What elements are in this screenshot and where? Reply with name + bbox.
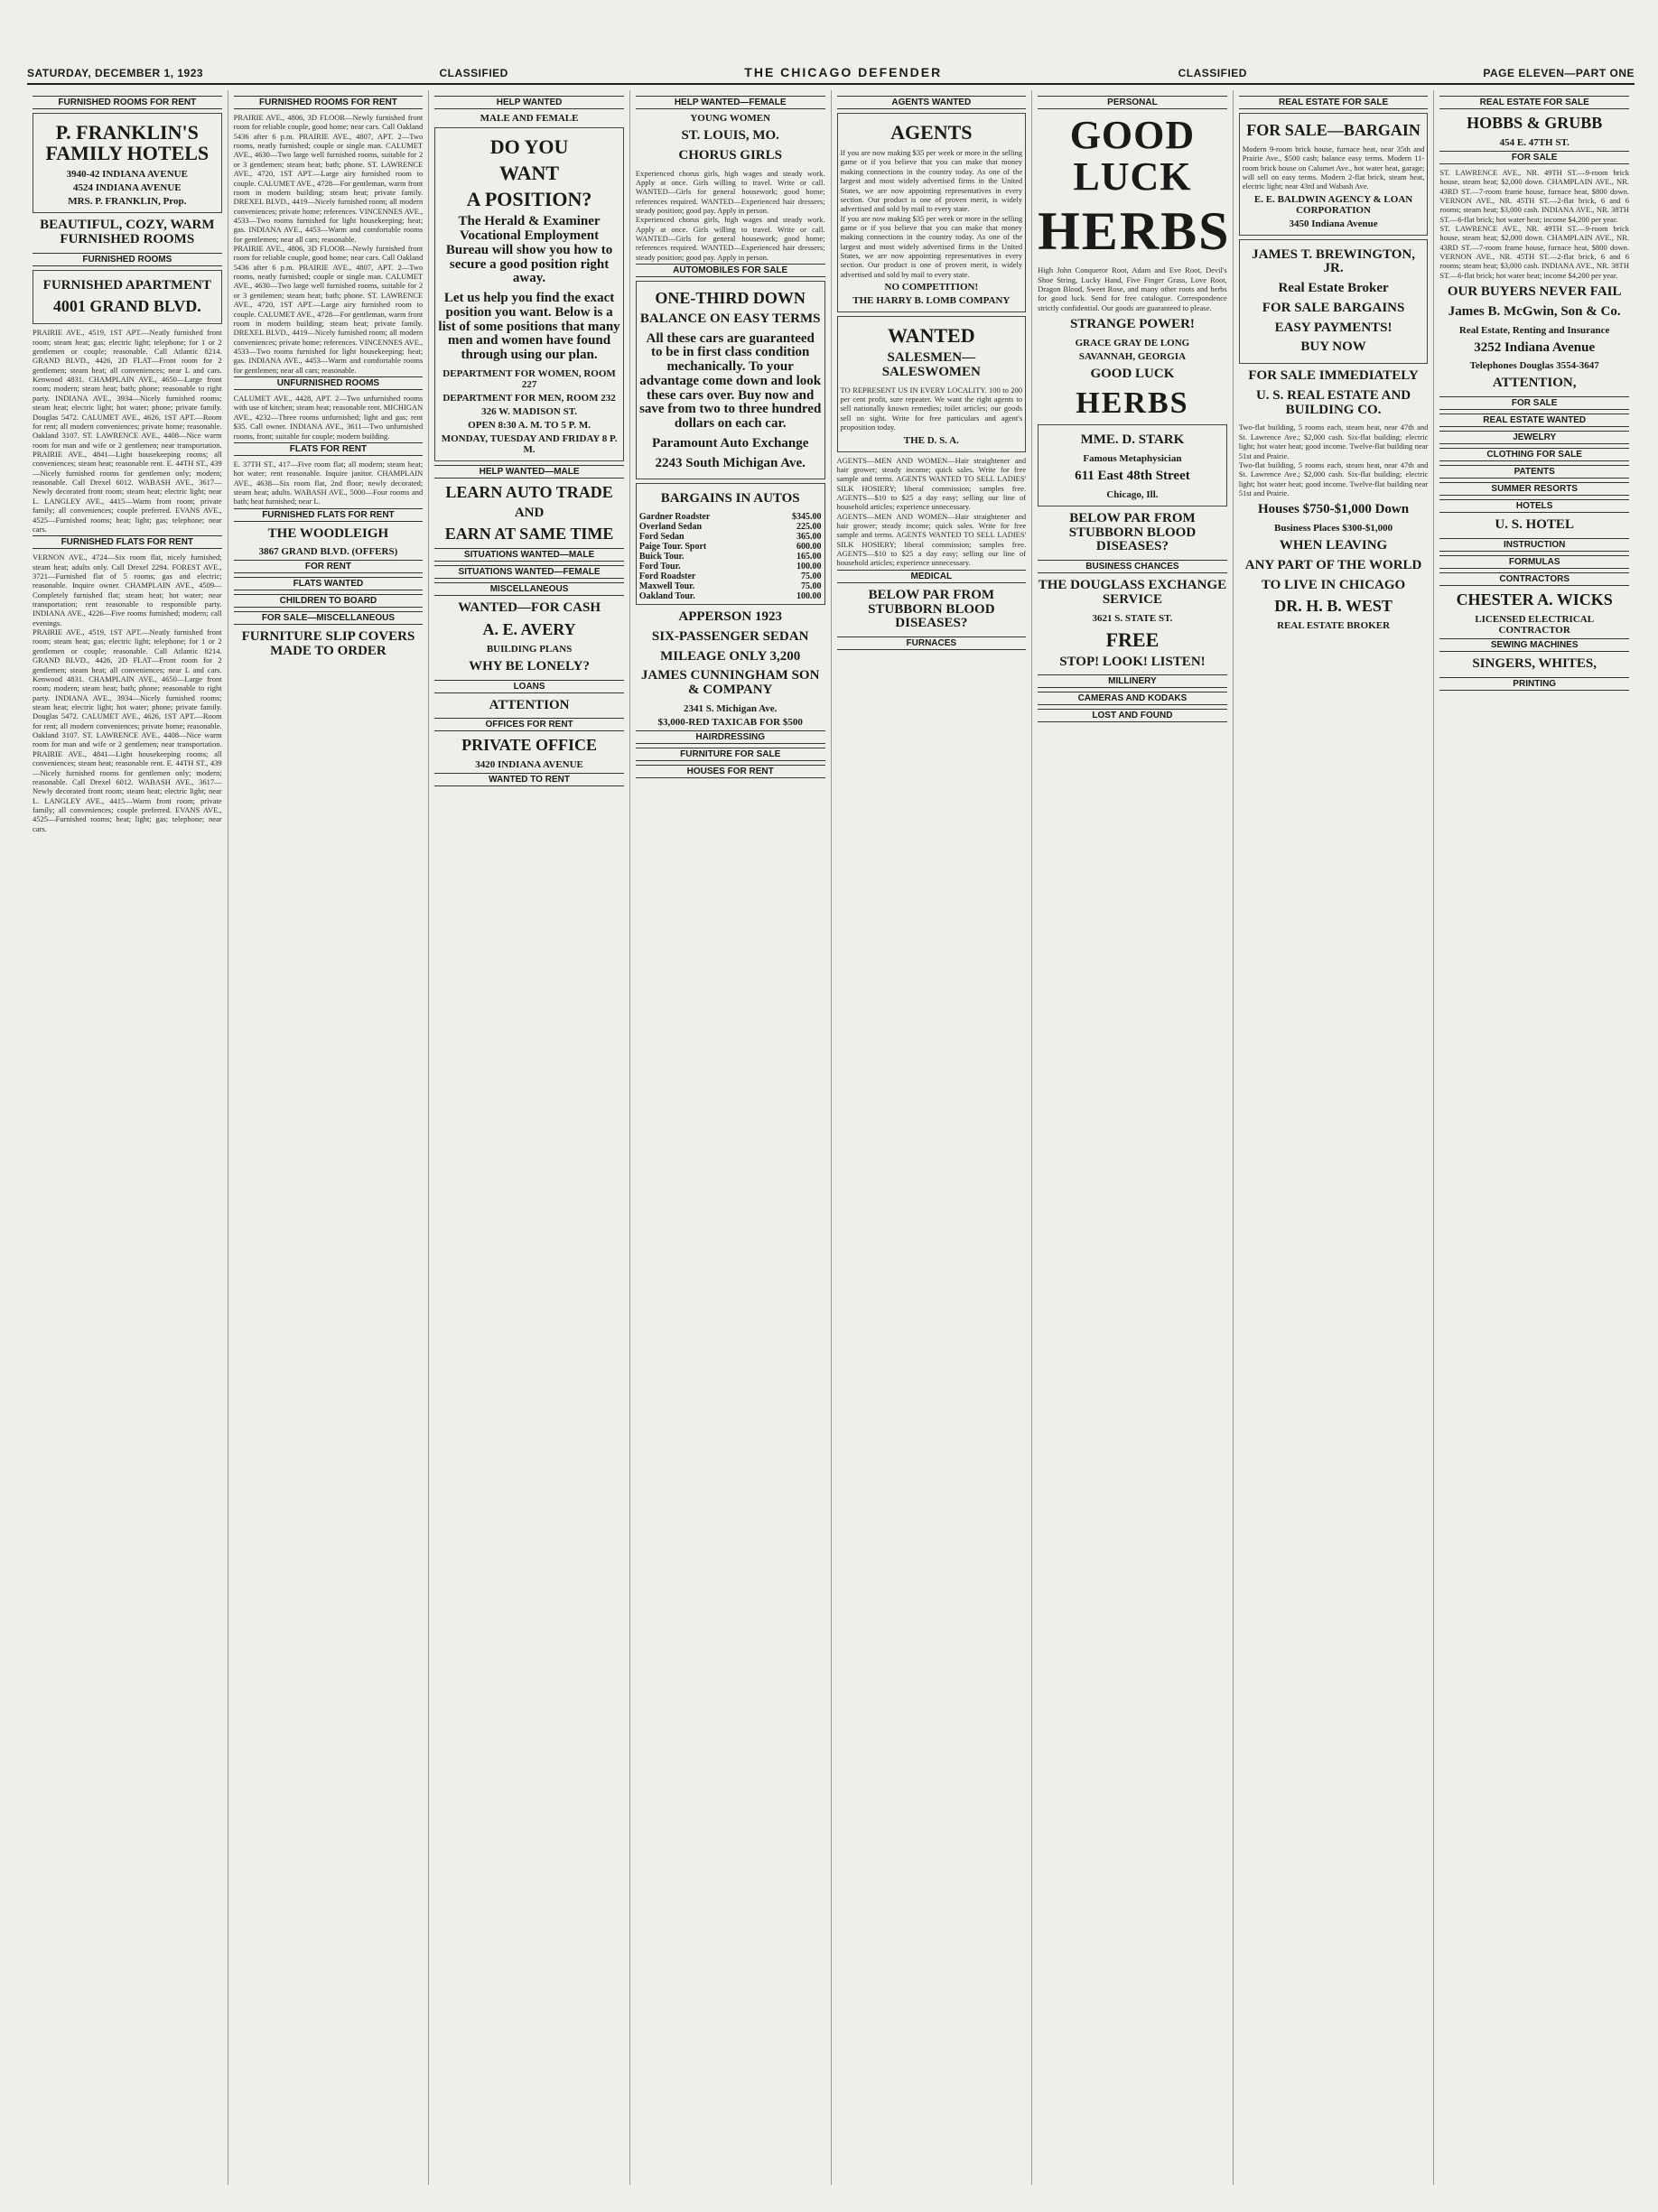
column-1 (27, 90, 228, 2185)
ad-title: CHORUS GIRLS (678, 147, 782, 163)
ad-line: EASY PAYMENTS! (1274, 320, 1393, 335)
ad-title: PRIVATE OFFICE (461, 736, 597, 755)
car-price: 225.00 (796, 522, 822, 533)
section-header: HOTELS (1439, 499, 1629, 513)
ad-bargain (1239, 113, 1429, 236)
ad-address: 3867 GRAND BLVD. (OFFERS) (258, 546, 398, 558)
ad-title: STOP! LOOK! LISTEN! (1059, 654, 1206, 669)
issue-date: SATURDAY, DECEMBER 1, 1923 (27, 67, 204, 79)
ad-name: DR. H. B. WEST (1274, 597, 1393, 616)
section-header: INSTRUCTION (1439, 538, 1629, 552)
ad-body: Let us help you find the exact position you want. Below is a list of some positions that many men and women have found through using our plan. (438, 291, 620, 363)
column-6 (1032, 90, 1234, 2185)
ad-name: A. E. AVERY (482, 620, 576, 639)
section-header: FURNISHED ROOMS FOR RENT (234, 96, 424, 109)
classified-text: Experienced chorus girls, high wages and steady work. Apply at once. Girls willing to travel. Write or call. WANTED—Girls for general housework; good home; references required. WANTED—Experienced hair dressers; steady position; good pay. Apply in person. (635, 215, 825, 262)
ad-title: SINGERS, WHITES, (1472, 655, 1597, 671)
ad-days: MONDAY, TUESDAY AND FRIDAY 8 P. M. (441, 432, 618, 455)
car-price-row (639, 542, 822, 552)
ad-body: If you are now making $35 per week or more in the selling game or if you believe that you can make that money making connections in the country today. As one of the largest and most widely advertised firms in the United States, we are now appointing representatives in every section. Our product is one of proven merit, is widely advertised and sold by mail to every state. (840, 148, 1023, 214)
ad-subtitle: SALESMEN—SALESWOMEN (881, 350, 981, 379)
car-name: Oakland Tour. (638, 591, 695, 602)
ad-address: 3420 INDIANA AVENUE (475, 759, 583, 771)
car-price-row (639, 552, 822, 562)
section-header: CONTRACTORS (1439, 572, 1629, 586)
ad-title: LICENSED ELECTRICAL CONTRACTOR (1475, 613, 1595, 636)
car-price: 75.00 (801, 572, 822, 582)
section-header: SEWING MACHINES (1439, 638, 1629, 652)
classified-text: Experienced chorus girls, high wages and steady work. Apply at once. Girls willing to travel. Write or call. WANTED—Girls for general housework; good home; references required. WANTED—Experienced hair dressers; steady position; good pay. Apply in person. (635, 168, 825, 215)
section-header: CLOTHING FOR SALE (1439, 448, 1629, 461)
section-header: REAL ESTATE WANTED (1439, 414, 1629, 427)
ad-paramount (636, 281, 825, 479)
ad-franklin (33, 113, 222, 213)
ad-body: TO REPRESENT US IN EVERY LOCALITY. 100 to 200 per cent profit, sure repeater. We want the right agents to sell nationally known remedies; toilet articles; our goods sell on sight. Write for free particulars and agent's proposition today. (840, 385, 1023, 432)
ad-body: The Herald & Examiner Vocational Employment Bureau will show you how to secure a good position right away. (445, 214, 613, 286)
section-header: FURNISHED FLATS FOR RENT (33, 535, 222, 549)
ad-tagline: NO COMPETITION! (884, 282, 979, 293)
section-header: PERSONAL (1038, 96, 1227, 109)
classified-text: PRAIRIE AVE., 4519, 1ST APT.—Neatly furnished front room; steam heat; gas; electric light; telephone; for 1 or 2 gentlemen or couple; reasonable. Call Atlantic 8214. GRAND BLVD., 4426, 2D FLAT—Front room for 2 gentlemen; steam heat; all conveniences; near L and cars. Kenwood 4831. CHAMPLAIN AVE., 4650—Large front room; modern; steam heat; bath; phone; reasonable to right party. INDIANA AVE., 3934—Nicely furnished rooms; steam heat; electric light; hot water; phone; private family. Douglas 5472. CALUMET AVE., 4626, 1ST APT.—Room for rent; all modern conveniences; private home; reasonable. Oakland 3107. ST. LAWRENCE AVE., 4408—Nice warm room for man and wife or 2 gentlemen; near transportation. PRAIRIE AVE., 4841—Light housekeeping rooms; all conveniences; steam heat; reasonable rent. E. 44TH ST., 439—Nicely furnished rooms for gentlemen only; modern; reasonable. Call Drexel 6012. WABASH AVE., 3617—Newly decorated front room; steam heat; electric light; near L. LANGLEY AVE., 4415—Warm front room; private family; all conveniences; couple preferred. EVANS AVE., 4525—Furnished rooms; heat; light; gas; telephone; near cars. (33, 328, 222, 534)
ad-line: LEARN AUTO TRADE (445, 482, 613, 501)
ad-address: 611 East 48th Street (1075, 469, 1190, 484)
ad-heading: BEAUTIFUL, COZY, WARM FURNISHED ROOMS (40, 218, 215, 246)
car-price: 100.00 (796, 562, 822, 572)
classified-text: PRAIRIE AVE., 4806, 3D FLOOR—Newly furnished front room for reliable couple, good home; near cars. Call Oakland 5436 after 6 p.m. PRAIRIE AVE., 4807, APT. 2—Two rooms, neatly furnished; couple or single man. CALUMET AVE., 4630—Two large well furnished rooms, suitable for 2 or 3 gentlemen; steam heat; bath; phone. ST. LAWRENCE AVE., 4720, 1ST APT.—Large airy furnished room to couple. CALUMET AVE., 4728—For gentleman, warm front room in modern building; steam heat; private family. DREXEL BLVD., 4419—Nicely furnished room; all modern conveniences; private home; references. VINCENNES AVE., 4533—Two rooms furnished for light housekeeping; heat; gas. INDIANA AVE., 4453—Warm and comfortable rooms for gentlemen; near all cars; reasonable. (233, 113, 424, 244)
section-header: OFFICES FOR RENT (434, 718, 624, 731)
section-header: FLATS FOR RENT (234, 442, 424, 456)
car-price: 365.00 (796, 532, 822, 543)
ad-address: 326 W. MADISON ST. (481, 405, 577, 417)
ad-body: Modern 9-room brick house, furnace heat, near 35th and Prairie Ave., $500 cash; balance easy terms. Modern 11-room brick house on Calumet Ave., hot water heat, garage; will sell on easy terms. Modern 2-flat brick, steam heat, electric light; near 43rd and Wabash Ave. (1242, 144, 1425, 191)
column-3 (429, 90, 630, 2185)
section-header: SUMMER RESORTS (1439, 482, 1629, 496)
ad-name: U. S. REAL ESTATE AND BUILDING CO. (1255, 387, 1411, 417)
section-header: LOANS (434, 680, 624, 693)
ad-herald-examiner (434, 127, 624, 461)
car-name: Overland Sedan (638, 522, 703, 533)
ad-title: OUR BUYERS NEVER FAIL (1447, 284, 1622, 300)
car-name: Gardner Roadster (638, 512, 711, 523)
ad-name: JAMES CUNNINGHAM SON & COMPANY (640, 668, 820, 698)
ad-address: SAVANNAH, GEORGIA (1078, 350, 1187, 362)
columns (27, 90, 1635, 2185)
section-header: CHILDREN TO BOARD (234, 594, 424, 608)
ad-line: A POSITION? (466, 188, 592, 211)
page-label: PAGE ELEVEN—PART ONE (1483, 67, 1635, 79)
ad-line: MILEAGE ONLY 3,200 (660, 648, 801, 664)
ad-title: FREE (1105, 627, 1160, 651)
section-header: CAMERAS AND KODAKS (1038, 692, 1227, 705)
section-header: WANTED TO RENT (434, 773, 624, 786)
section-subheader: MALE AND FEMALE (480, 113, 579, 124)
ad-body: All these cars are guaranteed to be in first class condition mechanically. To your advantage come down and look these cars over. Buy now and save from two to three hundred dollars on each car. (639, 330, 822, 432)
section-header: PATENTS (1439, 465, 1629, 479)
column-5 (832, 90, 1033, 2185)
ad-address: ST. LOUIS, MO. (681, 128, 779, 143)
ad-line: GOOD LUCK (1069, 113, 1196, 200)
ad-address: 3940-42 INDIANA AVENUE (66, 169, 188, 181)
ad-title: BARGAINS IN AUTOS (660, 491, 800, 507)
section-header: FLATS WANTED (234, 577, 424, 590)
masthead (27, 54, 1635, 85)
ad-title: FOR SALE—BARGAIN (1246, 121, 1420, 139)
ad-dept: DEPARTMENT FOR WOMEN, ROOM 227 (442, 367, 616, 390)
car-name: Buick Tour. (638, 552, 685, 562)
ad-salesmen (837, 316, 1027, 451)
classified-label-left: CLASSIFIED (439, 67, 508, 79)
car-name: Paige Tour. Sport (638, 542, 707, 553)
ad-address: 4001 GRAND BLVD. (52, 297, 201, 316)
ad-dept: DEPARTMENT FOR MEN, ROOM 232 (442, 392, 616, 404)
ad-body: If you are now making $35 per week or more in the selling game or if you believe that you can make that money making connections in the country today. As one of the largest and most widely advertised firms in the United States, we are now appointing representatives in every section. Our product is one of proven merit, is widely advertised and sold by mail to every state. (840, 213, 1023, 279)
section-header: HELP WANTED—MALE (434, 465, 624, 479)
section-header: PRINTING (1439, 677, 1629, 691)
car-price-row (639, 562, 822, 572)
car-price: 100.00 (796, 591, 822, 602)
classified-text: AGENTS—MEN AND WOMEN—Hair straightener and hair grower; steady income; quick sales. Write for free sample and terms. AGENTS WANTED TO SELL LADIES' SILK HOSIERY; liberal commission; samples free. AGENTS—$10 to $25 a day easy; selling our line of household articles; experience unnecessary. (836, 511, 1027, 568)
column-2 (228, 90, 430, 2185)
ad-title: STRANGE POWER! (1069, 317, 1195, 332)
ad-apartment (33, 270, 222, 325)
car-name: Ford Tour. (638, 562, 681, 572)
ad-title: Real Estate Broker (1278, 281, 1389, 296)
column-7 (1234, 90, 1435, 2185)
section-header: HAIRDRESSING (636, 730, 825, 744)
ad-line: HERBS (1038, 201, 1231, 262)
ad-title: P. FRANKLIN'S FAMILY HOTELS (45, 121, 210, 165)
section-header: FURNISHED FLATS FOR RENT (234, 508, 424, 522)
ad-name: James B. McGwin, Son & Co. (1448, 303, 1621, 319)
ad-title: BELOW PAR FROM STUBBORN BLOOD DISEASES? (1068, 510, 1197, 554)
ad-address: 2243 South Michigan Ave. (655, 455, 806, 470)
section-header: FOR SALE (1439, 396, 1629, 410)
ad-line: WHEN LEAVING (1279, 538, 1388, 553)
section-header: AGENTS WANTED (837, 96, 1027, 109)
paper-name: THE CHICAGO DEFENDER (744, 65, 943, 79)
section-header: UNFURNISHED ROOMS (234, 376, 424, 390)
car-price-list (639, 512, 822, 601)
ad-name: CHESTER A. WICKS (1456, 590, 1613, 609)
car-price: 165.00 (796, 552, 822, 562)
section-header: JEWELRY (1439, 431, 1629, 444)
car-price-row (639, 532, 822, 542)
ad-line: GOOD LUCK (1090, 366, 1175, 381)
section-header: HELP WANTED (434, 96, 624, 109)
car-price: $345.00 (792, 512, 822, 523)
car-name: Ford Roadster (638, 572, 696, 582)
section-header: SITUATIONS WANTED—FEMALE (434, 565, 624, 579)
car-price-row (639, 572, 822, 581)
ad-name: MME. D. STARK (1080, 432, 1185, 448)
ad-title: THE WOODLEIGH (267, 525, 389, 541)
ad-title: ATTENTION (489, 697, 570, 712)
ad-name: THE HARRY B. LOMB COMPANY (852, 295, 1011, 307)
ad-name: U. S. HOTEL (1495, 517, 1574, 533)
ad-agents (837, 113, 1027, 312)
column-8 (1434, 90, 1635, 2185)
section-header: MEDICAL (837, 570, 1027, 583)
section-header: FOR SALE—MISCELLANEOUS (234, 611, 424, 625)
ad-body: High John Conqueror Root, Adam and Eve Root, Devil's Shoe String, Lucky Hand, Five Finger Grass, Love Root, Dragon Blood, Sweet Rose, and many other roots and herbs for good luck. Send for free catalogue. Correspondence strictly confidential. Our goods are guaranteed to please. (1038, 265, 1227, 312)
ad-sub: BUILDING PLANS (486, 643, 573, 655)
ad-name: Paramount Auto Exchange (652, 435, 809, 451)
ad-line: ANY PART OF THE WORLD (1244, 557, 1422, 572)
ad-line: WANT (499, 162, 560, 185)
section-header: SITUATIONS WANTED—MALE (434, 548, 624, 562)
ad-line: BUY NOW (1300, 339, 1366, 355)
ad-sub: Business Places $300-$1,000 (1274, 523, 1393, 534)
ad-name: HOBBS & GRUBB (1467, 114, 1603, 132)
section-header: REAL ESTATE FOR SALE (1439, 96, 1629, 109)
car-name: Ford Sedan (638, 532, 685, 543)
section-header: FOR RENT (234, 560, 424, 573)
section-header: FURNISHED ROOMS FOR RENT (33, 96, 222, 109)
ad-line: DO YOU (489, 135, 569, 158)
ad-brewington (1239, 239, 1429, 365)
car-price: 75.00 (801, 581, 822, 592)
section-header: FOR SALE (1439, 151, 1629, 164)
ad-line: EARN AT SAME TIME (444, 525, 614, 544)
ad-address: 3252 Indiana Avenue (1474, 339, 1596, 355)
ad-address: 4524 INDIANA AVENUE (73, 182, 182, 194)
car-price-row (639, 522, 822, 532)
ad-name: E. E. BALDWIN AGENCY & LOAN CORPORATION (1253, 193, 1413, 216)
section-subheader: YOUNG WOMEN (690, 113, 771, 124)
section-header: LOST AND FOUND (1038, 709, 1227, 722)
ad-title: WANTED—FOR CASH (458, 600, 601, 616)
ad-address: 2341 S. Michigan Ave. (683, 702, 778, 714)
ad-title: WANTED (888, 324, 975, 348)
classified-text: AGENTS—MEN AND WOMEN—Hair straightener and hair grower; steady income; quick sales. Write for free sample and terms. AGENTS WANTED TO SELL LADIES' SILK HOSIERY; liberal commission; samples free. AGENTS—$10 to $25 a day easy; selling our line of household articles; experience unnecessary. (836, 455, 1027, 512)
section-header: FURNITURE FOR SALE (636, 748, 825, 761)
ad-title: FOR SALE IMMEDIATELY (1248, 368, 1419, 384)
car-price-row (639, 581, 822, 591)
classified-text: Two-flat building, 5 rooms each, steam heat, near 47th and St. Lawrence Ave.; $2,000 cash. Six-flat building; electric light; hot water heat; good income. Twelve-flat building near 51st and Prairie. (1238, 423, 1429, 460)
ad-proprietor: MRS. P. FRANKLIN, Prop. (68, 196, 187, 208)
ad-stark (1038, 424, 1227, 507)
section-header: FORMULAS (1439, 555, 1629, 569)
classified-text: Two-flat building, 5 rooms each, steam heat, near 47th and St. Lawrence Ave.; $2,000 cash. Six-flat building; electric light; hot water heat; good income. Twelve-flat building near 51st and Prairie. (1238, 460, 1429, 497)
ad-title: AGENTS (890, 121, 973, 144)
section-header: MILLINERY (1038, 674, 1227, 688)
classified-text: ST. LAWRENCE AVE., NR. 49TH ST.—9-room brick house, steam heat; $2,000 down. CHAMPLAIN AVE., NR. 43RD ST.—7-room frame house, furnace heat, $800 down. VERNON AVE., NR. 45TH ST.—2-flat brick, 6 and 6 rooms; steam heat; $3,000 cash. INDIANA AVE., NR. 38TH ST.—6-flat brick; hot water heat; income $4,200 per year. (1439, 167, 1629, 224)
ad-line: SIX-PASSENGER SEDAN (651, 628, 809, 644)
ad-name: JAMES T. BREWINGTON, JR. (1252, 246, 1415, 276)
ad-bargains (636, 483, 825, 605)
ad-line: ONE-THIRD DOWN (655, 289, 806, 308)
ad-title: BELOW PAR FROM STUBBORN BLOOD DISEASES? (868, 587, 995, 631)
car-price-row (639, 591, 822, 601)
ad-title: THE DOUGLASS EXCHANGE SERVICE (1038, 578, 1227, 607)
column-4 (630, 90, 832, 2185)
ad-title: ATTENTION, (1492, 376, 1577, 391)
ad-phone: Telephones Douglas 3554-3647 (1469, 360, 1599, 372)
ad-title: FURNITURE SLIP COVERS MADE TO ORDER (241, 629, 415, 659)
classified-text: PRAIRIE AVE., 4519, 1ST APT.—Neatly furnished front room; steam heat; gas; electric light; telephone; for 1 or 2 gentlemen or couple; reasonable. Call Atlantic 8214. GRAND BLVD., 4426, 2D FLAT—Front room for 2 gentlemen; steam heat; all conveniences; near L and cars. Kenwood 4831. CHAMPLAIN AVE., 4650—Large front room; modern; steam heat; bath; phone; reasonable to right party. INDIANA AVE., 3934—Nicely furnished rooms; steam heat; electric light; hot water; phone; private family. Douglas 5472. CALUMET AVE., 4626, 1ST APT.—Room for rent; all modern conveniences; private home; reasonable. Oakland 3107. ST. LAWRENCE AVE., 4408—Nice warm room for man and wife or 2 gentlemen; near transportation. PRAIRIE AVE., 4841—Light housekeeping rooms; all conveniences; steam heat; reasonable rent. E. 44TH ST., 439—Nicely furnished rooms for gentlemen only; modern; reasonable. Call Drexel 6012. WABASH AVE., 3617—Newly decorated front room; steam heat; electric light; near L. LANGLEY AVE., 4415—Warm front room; private family; all conveniences; couple preferred. EVANS AVE., 4525—Furnished rooms; heat; light; gas; telephone; near cars. (33, 627, 222, 833)
classified-text: PRAIRIE AVE., 4806, 3D FLOOR—Newly furnished front room for reliable couple, good home; near cars. Call Oakland 5436 after 6 p.m. PRAIRIE AVE., 4807, APT. 2—Two rooms, neatly furnished; couple or single man. CALUMET AVE., 4630—Two large well furnished rooms, suitable for 2 or 3 gentlemen; steam heat; bath; phone. ST. LAWRENCE AVE., 4720, 1ST APT.—Large airy furnished room to couple. CALUMET AVE., 4728—For gentleman, warm front room in modern building; steam heat; private family. DREXEL BLVD., 4419—Nicely furnished room; all modern conveniences; private home; references. VINCENNES AVE., 4533—Two rooms furnished for light housekeeping; heat; gas. INDIANA AVE., 4453—Warm and comfortable rooms for gentlemen; near all cars; reasonable. (233, 244, 424, 375)
ad-line: BALANCE ON EASY TERMS (639, 311, 821, 326)
ad-title: WHY BE LONELY? (469, 658, 591, 674)
section-header: REAL ESTATE FOR SALE (1239, 96, 1429, 109)
ad-line: TO LIVE IN CHICAGO (1261, 577, 1406, 592)
ad-title: FURNISHED APARTMENT (42, 277, 211, 293)
ad-title: Houses $750-$1,000 Down (1258, 502, 1410, 517)
classified-text: CALUMET AVE., 4428, APT. 2—Two unfurnished rooms with use of kitchen; steam heat; reasonable rent. MICHIGAN AVE., 4232—Three rooms unfurnished; light and gas; rent $35. Call owner. INDIANA AVE., 3611—Two unfurnished rooms, front; suitable for couple; modern building. (233, 394, 424, 441)
car-price: 600.00 (796, 542, 822, 553)
ad-title: Real Estate, Renting and Insurance (1458, 324, 1610, 336)
ad-name: GRACE GRAY DE LONG (1075, 337, 1190, 349)
ad-line: AND (514, 505, 545, 520)
ad-title: Famous Metaphysician (1083, 453, 1182, 465)
classified-label-right: CLASSIFIED (1178, 67, 1247, 79)
section-header: BUSINESS CHANCES (1038, 560, 1227, 573)
car-price-row (639, 512, 822, 522)
classified-text: VERNON AVE., 4724—Six room flat, nicely furnished; steam heat; adults only. Call Drexel 2294. FOREST AVE., 3721—Furnished flat of 5 rooms; gas and electric; reasonable. Inquire owner. CHAMPLAIN AVE., 4509—Completely furnished flat; steam heat; hot water; near transportation; rent reasonable to responsible party. INDIANA AVE., 4226—Five rooms furnished; modern; call evenings. (33, 553, 222, 627)
ad-address: 454 E. 47TH ST. (1499, 136, 1570, 148)
classified-text: E. 37TH ST., 417—Five room flat; all modern; steam heat; hot water; rent reasonable. Inquire janitor. CHAMPLAIN AVE., 4638—Six room flat, 2nd floor; newly decorated; steam heat; adults. WABASH AVE., 5000—Four rooms and bath; heat furnished; near L. (233, 459, 424, 507)
ad-address: 3450 Indiana Avenue (1289, 218, 1378, 229)
classified-text: ST. LAWRENCE AVE., NR. 49TH ST.—9-room brick house, steam heat; $2,000 down. CHAMPLAIN AVE., NR. 43RD ST.—7-room frame house, furnace heat, $800 down. VERNON AVE., NR. 45TH ST.—2-flat brick, 6 and 6 rooms; steam heat; $3,000 cash. INDIANA AVE., NR. 38TH ST.—6-flat brick; hot water heat; income $4,200 per year. (1439, 224, 1629, 280)
section-header: FURNISHED ROOMS (33, 253, 222, 266)
section-header: HOUSES FOR RENT (636, 765, 825, 778)
ad-hours: OPEN 8:30 A. M. TO 5 P. M. (468, 419, 591, 431)
car-name: Maxwell Tour. (638, 581, 695, 592)
ad-title: REAL ESTATE BROKER (1277, 620, 1391, 632)
section-header: MISCELLANEOUS (434, 582, 624, 596)
section-header: AUTOMOBILES FOR SALE (636, 264, 825, 277)
ad-price: $3,000-RED TAXICAB FOR $500 (657, 716, 803, 728)
ad-line: APPERSON 1923 (678, 609, 782, 625)
section-header: HELP WANTED—FEMALE (636, 96, 825, 109)
ad-address: 3621 S. STATE ST. (1092, 612, 1173, 624)
ad-address: Chicago, Ill. (1106, 488, 1159, 500)
ad-sub: FOR SALE BARGAINS (1262, 300, 1405, 315)
section-header: FURNACES (837, 637, 1027, 650)
ad-name: THE D. S. A. (903, 434, 959, 446)
ad-line: HERBS (1076, 386, 1189, 420)
